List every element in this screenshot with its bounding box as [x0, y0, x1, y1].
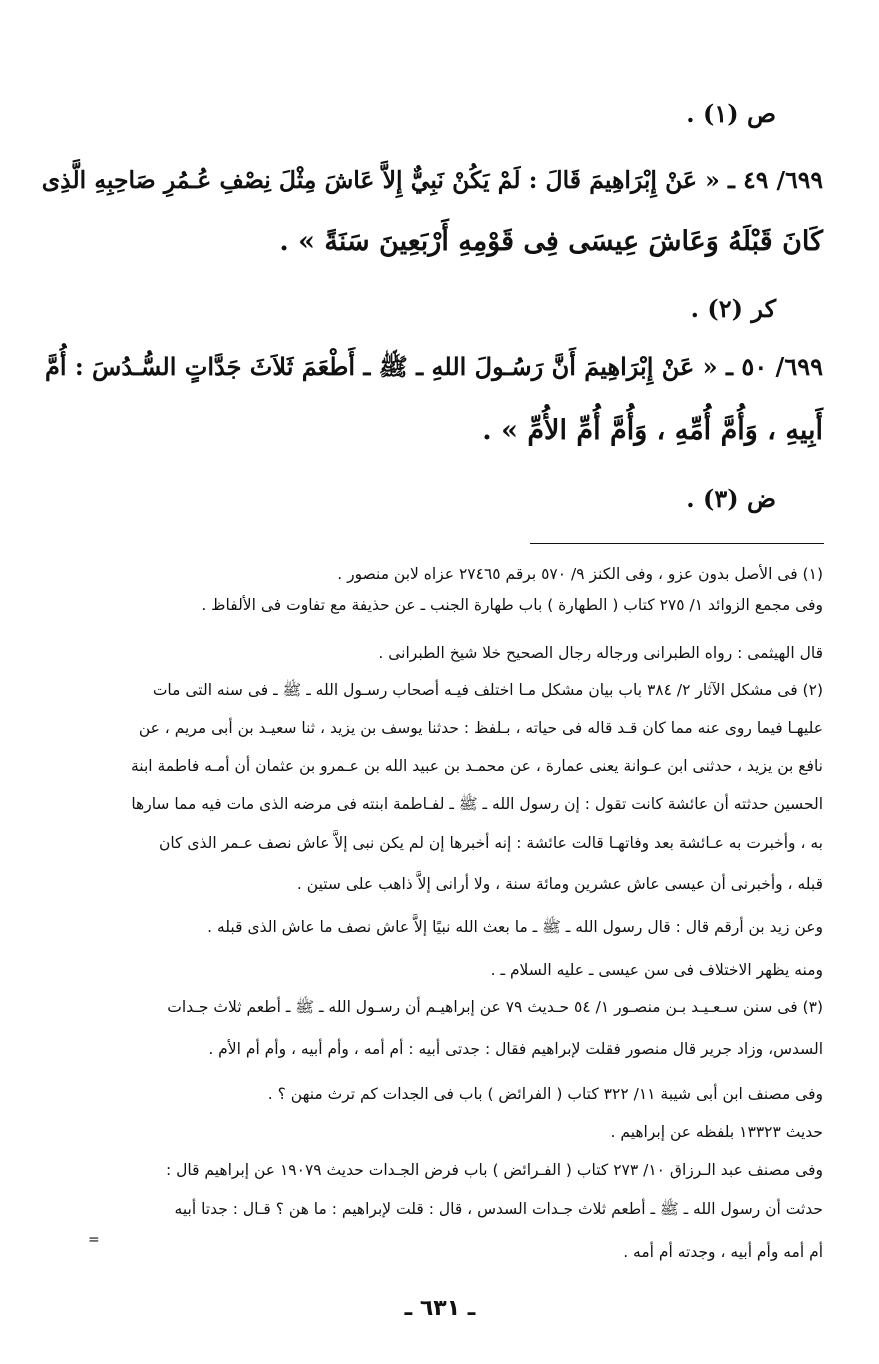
footnote-3-line-2: السدس، وزاد جرير قال منصور فقلت لإبراهيم فقال : جدتى أبيه : أم أمه ، وأم أبيه ، وأم أم الأم .: [208, 1040, 823, 1058]
hadith-49-line-1: ٦٩٩/ ٤٩ ـ « عَنْ إِبْرَاهِيمَ قَالَ : لَمْ يَكُنْ نَبِيٌّ إِلاَّ عَاشَ مِثْلَ نِصْفِ عُـمُرِ صَاحِبِهِ الَّذِى: [41, 166, 823, 194]
footnote-3-line-7: أم أمه وأم أبيه ، وجدته أم أمه .: [623, 1243, 823, 1261]
footnote-3-line-6: حدثت أن رسول الله ـ ﷺ ـ أطعم ثلاث جـدات السدس ، قال : قلت لإبراهيم : ما هن ؟ قـال : جدتا أبيه: [174, 1200, 823, 1218]
source-abbrev-1: ص (١) .: [686, 99, 776, 128]
page-number: ـ ٦٣١ ـ: [404, 1296, 476, 1321]
footnote-2-line-4: الحسين حدثته أن عائشة كانت تقول : إن رسول الله ـ ﷺ ـ لفـاطمة ابنته فى مرضه الذى مات فيه مما سارها: [131, 795, 823, 813]
footnote-3-line-3: وفى مصنف ابن أبى شيبة ١١/ ٣٢٢ كتاب ( الفرائض ) باب فى الجدات كم ترث منهن ؟ .: [267, 1085, 823, 1103]
footnote-2-line-7: وعن زيد بن أرقم قال : قال رسول الله ـ ﷺ ـ ما بعث الله نبيًا إلاَّ عاش نصف ما عاش الذى قبله .: [207, 918, 823, 936]
hadith-49-line-2: كَانَ قَبْلَهُ وَعَاشَ عِيسَى فِى قَوْمِهِ أَرْبَعِينَ سَنَةً » .: [279, 226, 823, 257]
footnote-2-line-8: ومنه يظهر الاختلاف فى سن عيسى ـ عليه السلام ـ .: [490, 961, 823, 979]
source-abbrev-3: ض (٣) .: [686, 484, 776, 513]
footnote-2-line-5: به ، وأخبرت به عـائشة بعد وفاتهـا قالت عائشة : إنه أخبرها إن لم يكن نبى إلاَّ عاش نصف عـمر الذى كان: [158, 834, 823, 852]
footnote-1-line-3: قال الهيثمى : رواه الطبرانى ورجاله رجال الصحيح خلا شيخ الطبرانى .: [378, 644, 823, 662]
footnote-2-line-3: نافع بن يزيد ، حدثنى ابن عـوانة يعنى عمارة ، عن محمـد بن عبيد الله بن عـمرو بن عثمان أن أمـه فاطمة ابنة: [130, 757, 823, 775]
footnote-2-line-6: قبله ، وأخبرنى أن عيسى عاش عشرين ومائة سنة ، ولا أرانى إلاَّ ذاهب على ستين .: [296, 875, 823, 893]
hadith-50-line-2: أَبِيهِ ، وَأُمَّ أُمِّهِ ، وَأُمَّ أُمِّ الأُمِّ » .: [482, 415, 823, 446]
footnote-separator: [530, 543, 824, 544]
source-abbrev-2: كر (٢) .: [690, 294, 776, 323]
footnote-2-line-1: (٢) فى مشكل الآثار ٢/ ٣٨٤ باب بيان مشكل مـا اختلف فيـه أصحاب رسـول الله ـ ﷺ ـ فى سنه التى مات: [152, 681, 823, 699]
hadith-50-line-1: ٦٩٩/ ٥٠ ـ « عَنْ إِبْرَاهِيمَ أَنَّ رَسُـولَ اللهِ ـ ﷺ ـ أَطْعَمَ ثَلاَثَ جَدَّاتٍ السُّـدُسَ : أُمَّ: [44, 352, 823, 381]
footnote-1-line-2: وفى مجمع الزوائد ١/ ٢٧٥ كتاب ( الطهارة ) باب طهارة الجنب ـ عن حذيفة مع تفاوت فى الألفاظ .: [201, 596, 823, 614]
footnote-3-line-5: وفى مصنف عبد الـرزاق ١٠/ ٢٧٣ كتاب ( الفـرائض ) باب فرض الجـدات حديث ١٩٠٧٩ عن إبراهيم قال :: [165, 1161, 823, 1179]
continuation-mark: =: [88, 1232, 100, 1248]
footnote-2-line-2: عليهـا فيما روى عنه مما كان قـد قاله فى حياته ، بـلفظ : حدثنا يوسف بن يزيد ، ثنا سعيـد بن أبى مريم ، عن: [138, 719, 823, 737]
footnote-1-line-1: (١) فى الأصل بدون عزو ، وفى الكنز ٩/ ٥٧٠ برقم ٢٧٤٦٥ عزاه لابن منصور .: [337, 565, 823, 583]
footnote-3-line-4: حديث ١٣٣٢٣ بلفظه عن إبراهيم .: [610, 1123, 823, 1141]
footnote-3-line-1: (٣) فى سنن سـعـيـد بـن منصـور ١/ ٥٤ حـديث ٧٩ عن إبراهيـم أن رسـول الله ـ ﷺ ـ أطعم ثلاث جـدات: [167, 998, 823, 1016]
